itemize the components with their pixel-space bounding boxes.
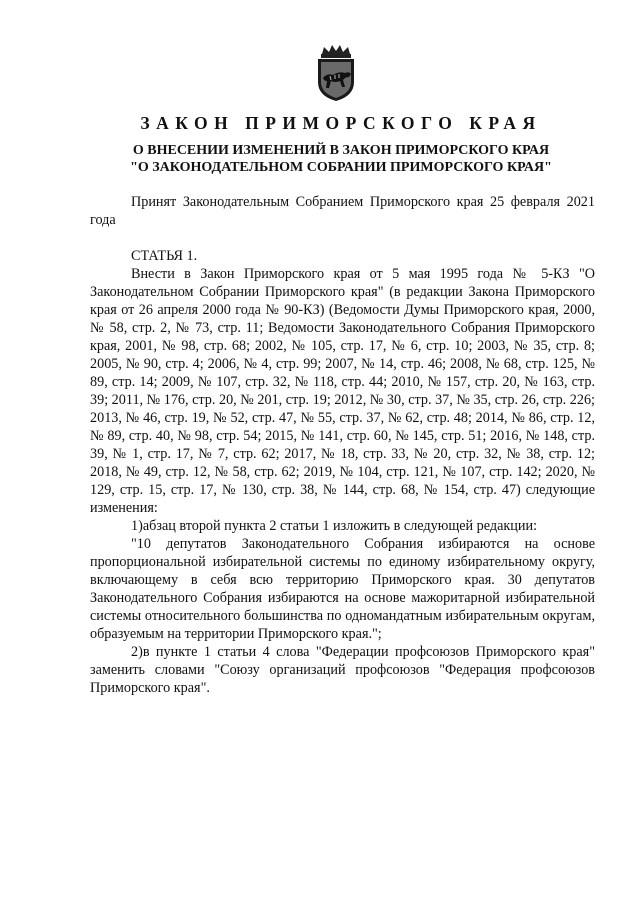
law-title: ЗАКОН ПРИМОРСКОГО КРАЯ <box>140 113 542 133</box>
subtitle-line-2: "О ЗАКОНОДАТЕЛЬНОМ СОБРАНИИ ПРИМОРСКОГО КРАЯ" <box>130 160 552 175</box>
adoption-note: Принят Законодательным Собранием Приморского края 25 февраля 2021 года <box>90 194 595 228</box>
article-text: Внести в Закон Приморского края от 5 мая 1995 года № 5-КЗ "О Законодательном Собрании Приморского края" (в редакции Закона Приморского края от 26 апреля 2000 года № 90-КЗ) (Ведомости Думы Приморского края, 2000, № 58, стр. 2, № 73, стр. 11; Ведомости Законодательного Собрания Приморского края, 2001, № 98, стр. 68; 2002, № 105, стр. 17, № 6, стр. 10; 2003, № 35, стр. 8; 2005, № 90, стр. 4; 2006, № 4, стр. 99; 2007, № 14, стр. 46; 2008, № 68, стр. 125, № 89, стр. 14; 2009, № 107, стр. 32, № 118, стр. 44; 2010, № 157, стр. 20, № 163, стр. 39; 2011, № 176, стр. 20, № 201, стр. 19; 2012, № 30, стр. 37, № 35, стр. 26, стр. 226; 2013, № 46, стр. 19, № 52, стр. 47, № 55, стр. 37, № 62, стр. 48; 2014, № 86, стр. 12, № 89, стр. 40, № 98, стр. 54; 2015, № 141, стр. 60, № 145, стр. 51; 2016, № 148, стр. 39, № 1, стр. 17, № 7, стр. 62; 2017, № 18, стр. 33, № 20, стр. 32, № 38, стр. 12; 2018, № 49, стр. 12, № 58, стр. 62; 2019, № 104, стр. 121, № 107, стр. 142; 2020, № 129, стр. 15, стр. 17, № 130, стр. 38, № 144, стр. 68, № 154, стр. 47) следующие изменения: <box>90 266 595 516</box>
amendment-item-1: 1)абзац второй пункта 2 статьи 1 изложить в следующей редакции: <box>131 518 538 534</box>
primorsky-krai-coat-of-arms-icon <box>312 44 360 102</box>
amendment-item-2: 2)в пункте 1 статьи 4 слова "Федерации профсоюзов Приморского края" заменить словами "Союзу организаций профсоюзов "Федерация профсоюзов Приморского края". <box>90 644 595 696</box>
article-heading: СТАТЬЯ 1. <box>131 248 198 264</box>
amendment-item-1-quote: "10 депутатов Законодательного Собрания избираются на основе пропорциональной избирательной системы по единому избирательному округу, включающему в себя всю территорию Приморского края. 30 депутатов Законодательного Собрания избираются на основе мажоритарной избирательной системы относительного большинства по одномандатным избирательным округам, образуемым на территории Приморского края."; <box>90 536 595 642</box>
document-body <box>90 193 595 697</box>
subtitle-line-1: О ВНЕСЕНИИ ИЗМЕНЕНИЙ В ЗАКОН ПРИМОРСКОГО КРАЯ <box>132 143 550 158</box>
law-subtitle <box>0 142 640 176</box>
